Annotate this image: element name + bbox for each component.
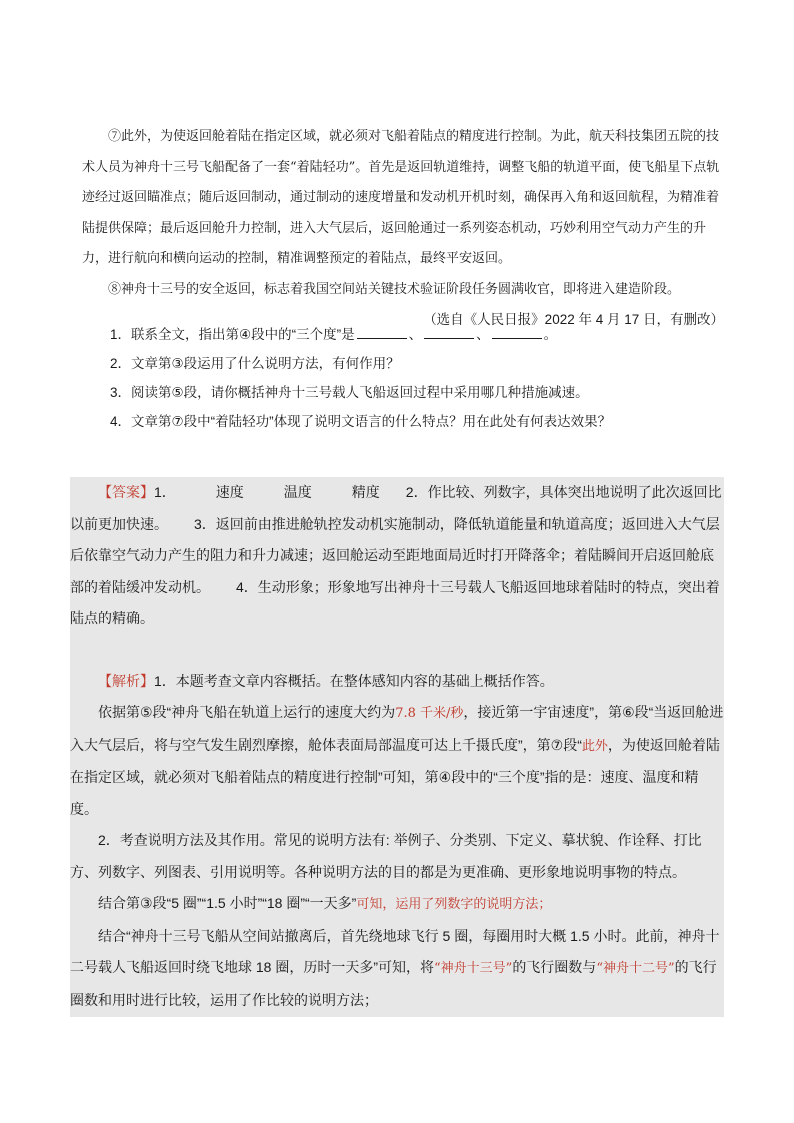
question-4: 4．文章第⑦段中“着陆轻功”体现了说明文语言的什么特点？用在此处有何表达效果？ [110,414,612,429]
analysis-line-2: 依据第⑤段“神舟飞船在轨道上运行的速度大约为7.8 千米/秒，接近第一宇宙速度”，第⑥段“当返回舱进入大气层后，将与空气发生剧烈摩擦，舱体表面局部温度可达上千摄氏度”，第⑦段“此外，为使返回舱着陆在指定区域，就必须对飞船着陆点的精度进行控制”可知，第④段中的“三个度”指的是：速度、温度和精度。 [70,704,724,817]
answer-block: 【答案】1． 速度 温度 精度 2．作比较、列数字，具体突出地说明了此次返回比以前更加快速。 3．返回前由推进舱轨控发动机实施制动，降低轨道能量和轨道高度；返回进入大气层后依靠空气动力产生的阻力和升力减速；返回舱运动至距地面局近时打开降落伞；着陆瞬间开启返回舱底部的着陆缓冲发动机。 4．生动形象；形象地写出神舟十三号载人飞船返回地球着陆时的特点，突出着陆点的精确。 [70,484,722,626]
paragraph-8: ⑧神舟十三号的安全返回，标志着我国空间站关键技术验证阶段任务圆满收官，即将进入建造阶段。 [108,281,681,297]
question-1: 1．联系全文，指出第④段中的“三个度”是 、 、 。 [110,327,558,342]
answer-blank [357,326,407,339]
reading-passage [82,122,724,336]
question-3: 3．阅读第⑤段，请你概括神舟十三号载人飞船返回过程中采用哪几种措施减速。 [110,385,589,400]
answer-blank [492,326,542,339]
question-2: 2．文章第③段运用了什么说明方法，有何作用？ [110,356,400,371]
analysis-line-1: 【解析】1．本题考查文章内容概括。在整体感知内容的基础上概括作答。 [98,672,554,689]
answer-section [70,477,724,1016]
question-list [110,320,730,436]
paragraph-7: ⑦此外，为使返回舱着陆在指定区域，就必须对飞船着陆点的精度进行控制。为此，航天科技集团五院的技术人员为神舟十三号飞船配备了一套“着陆轻功”。首先是返回轨道维持，调整飞船的轨道平面，使飞船星下点轨迹经过返回瞄准点；随后返回制动，通过制动的速度增量和发动机开机时刻，确保再入角和返回航程，为精准着陆提供保障；最后返回舱升力控制，进入大气层后，返回舱通过一系列姿态机动，巧妙利用空气动力产生的升力，进行航向和横向运动的控制，精准调整预定的着陆点，最终平安返回。 [82,129,720,266]
analysis-line-3: 2．考查说明方法及其作用。常见的说明方法有: 举例子、分类别、下定义、摹状貌、作诠释、打比方、列数字、列图表、引用说明等。各种说明方法的目的都是为更准确、更形象地说明事物的特点。 [70,832,702,880]
analysis-tag: 【解析】 [98,672,154,689]
source-citation: （选自《人民日报》2022 年 4 月 17 日，有删改） [423,312,724,327]
analysis-line-5: 结合“神舟十三号飞船从空间站撤离后，首先绕地球飞行 5 圈，每圈用时大概 1.5 小时。此前，神舟十二号载人飞船返回时绕飞地球 18 圈，历时一天多”可知，将“神舟十三号”的飞行圈数与“神舟十二号”的飞行圈数和用时进行比较，运用了作比较的说明方法； [70,927,720,1008]
answer-blank [424,326,474,339]
answer-tag: 【答案】 [98,484,154,500]
analysis-line-4: 结合第③段“5 圈”“1.5 小时”“18 圈”“一天多”可知，运用了列数字的说明方法； [98,895,552,912]
